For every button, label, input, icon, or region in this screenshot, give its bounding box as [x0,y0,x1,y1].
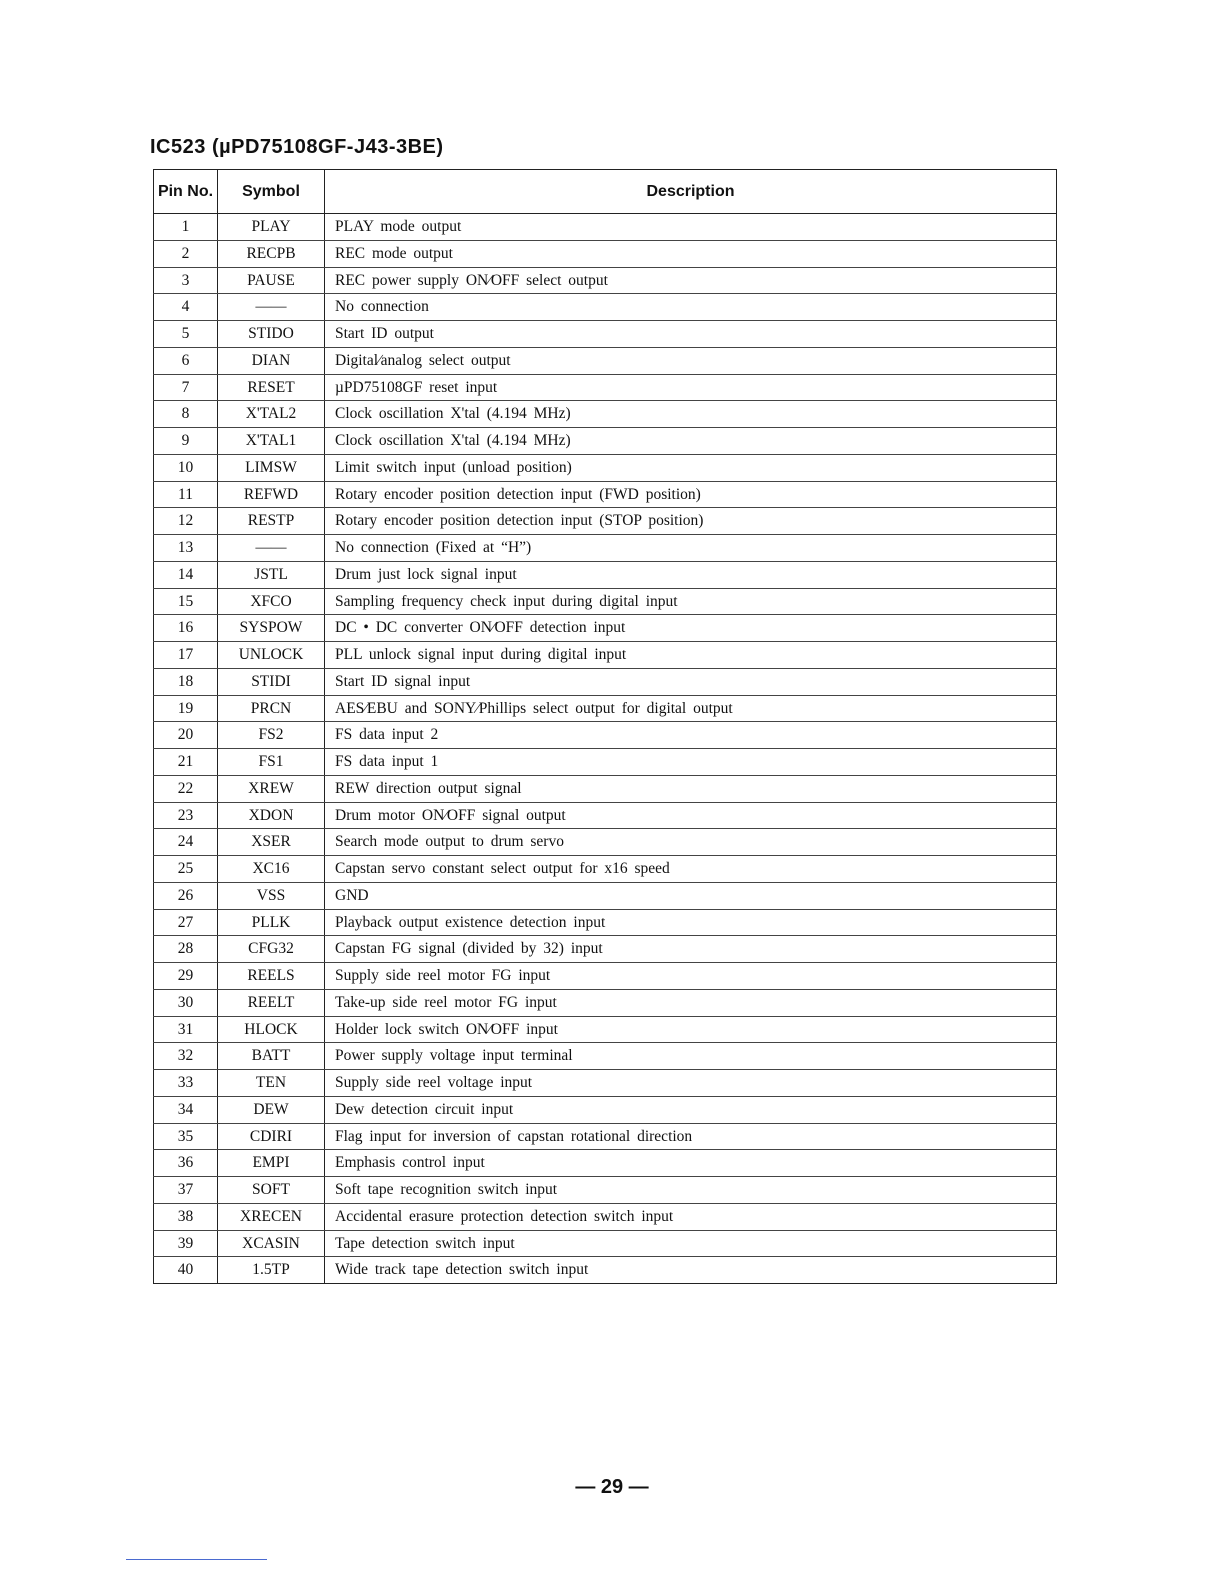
description-cell: Power supply voltage input terminal [325,1043,1057,1070]
description-cell: Limit switch input (unload position) [325,454,1057,481]
table-row [154,856,1057,883]
symbol-cell: PAUSE [218,267,325,294]
symbol-cell: XCASIN [218,1230,325,1257]
symbol-cell: DEW [218,1096,325,1123]
symbol-cell: XRECEN [218,1203,325,1230]
symbol-cell: XC16 [218,856,325,883]
table-row [154,214,1057,241]
description-cell: Drum just lock signal input [325,561,1057,588]
header-row [154,170,1057,214]
pin-number-cell: 4 [154,294,218,321]
pin-number-cell: 35 [154,1123,218,1150]
symbol-cell: FS2 [218,722,325,749]
table-row [154,1096,1057,1123]
description-cell: GND [325,882,1057,909]
symbol-cell: XFCO [218,588,325,615]
table-row [154,722,1057,749]
pin-number-cell: 3 [154,267,218,294]
symbol-cell: STIDO [218,321,325,348]
symbol-cell: HLOCK [218,1016,325,1043]
table-row [154,1070,1057,1097]
symbol-cell: —— [218,535,325,562]
ic-heading [150,136,444,159]
pin-number-cell: 38 [154,1203,218,1230]
symbol-cell: JSTL [218,561,325,588]
pin-number-cell: 7 [154,374,218,401]
table-row [154,882,1057,909]
table-row [154,1230,1057,1257]
pin-number-cell: 40 [154,1257,218,1284]
symbol-cell: DIAN [218,347,325,374]
pin-number-cell: 11 [154,481,218,508]
page-number: — 29 — [575,1476,649,1498]
pin-number-cell: 1 [154,214,218,241]
table-row [154,267,1057,294]
description-cell: No connection (Fixed at “H”) [325,535,1057,562]
table-row [154,668,1057,695]
table-row [154,374,1057,401]
description-cell: DC • DC converter ON∕OFF detection input [325,615,1057,642]
table-row [154,1043,1057,1070]
pin-number-cell: 27 [154,909,218,936]
symbol-cell: XREW [218,775,325,802]
description-cell: REC power supply ON∕OFF select output [325,267,1057,294]
description-cell: FS data input 2 [325,722,1057,749]
table-row [154,963,1057,990]
pin-number-cell: 14 [154,561,218,588]
pin-number-cell: 36 [154,1150,218,1177]
table-row [154,1016,1057,1043]
pin-number-cell: 8 [154,401,218,428]
symbol-cell: PRCN [218,695,325,722]
pin-number-cell: 2 [154,240,218,267]
description-cell: Tape detection switch input [325,1230,1057,1257]
table-row [154,481,1057,508]
symbol-cell: PLLK [218,909,325,936]
symbol-cell: TEN [218,1070,325,1097]
pin-number-cell: 30 [154,989,218,1016]
pin-number-cell: 6 [154,347,218,374]
symbol-cell: LIMSW [218,454,325,481]
symbol-cell: BATT [218,1043,325,1070]
symbol-cell: EMPI [218,1150,325,1177]
description-cell: Rotary encoder position detection input (STOP position) [325,508,1057,535]
table-row [154,802,1057,829]
description-cell: REW direction output signal [325,775,1057,802]
symbol-cell: RECPB [218,240,325,267]
symbol-cell: CDIRI [218,1123,325,1150]
pin-number-cell: 16 [154,615,218,642]
table-row [154,508,1057,535]
symbol-cell: SYSPOW [218,615,325,642]
pin-number-cell: 33 [154,1070,218,1097]
pin-number-cell: 20 [154,722,218,749]
symbol-cell: RESTP [218,508,325,535]
ic-part-number: (µPD75108GF-J43-3BE) [211,136,444,158]
pin-number-cell: 26 [154,882,218,909]
pin-number-cell: 22 [154,775,218,802]
description-cell: No connection [325,294,1057,321]
table-header [154,170,1057,214]
pin-number-cell: 39 [154,1230,218,1257]
description-cell: Drum motor ON∕OFF signal output [325,802,1057,829]
description-cell: Supply side reel voltage input [325,1070,1057,1097]
description-cell: Start ID output [325,321,1057,348]
symbol-cell: VSS [218,882,325,909]
pin-number-cell: 18 [154,668,218,695]
pin-number-cell: 21 [154,749,218,776]
pin-number-cell: 9 [154,428,218,455]
pin-number-cell: 17 [154,642,218,669]
description-cell: Wide track tape detection switch input [325,1257,1057,1284]
description-cell: Start ID signal input [325,668,1057,695]
pin-number-cell: 24 [154,829,218,856]
ic-designator: IC523 [150,136,206,158]
pin-description-table [153,169,1057,1284]
header-pin-no: Pin No. [154,170,218,214]
table-row [154,615,1057,642]
description-cell: Supply side reel motor FG input [325,963,1057,990]
symbol-cell: PLAY [218,214,325,241]
symbol-cell: X'TAL1 [218,428,325,455]
table-row [154,535,1057,562]
symbol-cell: X'TAL2 [218,401,325,428]
description-cell: Clock oscillation X'tal (4.194 MHz) [325,401,1057,428]
description-cell: Flag input for inversion of capstan rotational direction [325,1123,1057,1150]
symbol-cell: CFG32 [218,936,325,963]
pin-number-cell: 15 [154,588,218,615]
description-cell: PLAY mode output [325,214,1057,241]
description-cell: PLL unlock signal input during digital input [325,642,1057,669]
header-symbol: Symbol [218,170,325,214]
table-row [154,989,1057,1016]
footer-rule [126,1559,267,1560]
pin-number-cell: 29 [154,963,218,990]
pin-number-cell: 34 [154,1096,218,1123]
symbol-cell: —— [218,294,325,321]
pin-number-cell: 23 [154,802,218,829]
description-cell: Digital∕analog select output [325,347,1057,374]
table-row [154,454,1057,481]
table-row [154,240,1057,267]
description-cell: Take-up side reel motor FG input [325,989,1057,1016]
symbol-cell: REELT [218,989,325,1016]
description-cell: Accidental erasure protection detection switch input [325,1203,1057,1230]
header-description: Description [325,170,1057,214]
symbol-cell: REELS [218,963,325,990]
symbol-cell: UNLOCK [218,642,325,669]
pin-number-cell: 28 [154,936,218,963]
table-row [154,1123,1057,1150]
pin-number-cell: 31 [154,1016,218,1043]
symbol-cell: RESET [218,374,325,401]
pin-number-cell: 37 [154,1177,218,1204]
table-body [154,214,1057,1284]
table-row [154,749,1057,776]
description-cell: Search mode output to drum servo [325,829,1057,856]
description-cell: Capstan servo constant select output for x16 speed [325,856,1057,883]
description-cell: Holder lock switch ON∕OFF input [325,1016,1057,1043]
description-cell: µPD75108GF reset input [325,374,1057,401]
symbol-cell: FS1 [218,749,325,776]
description-cell: Dew detection circuit input [325,1096,1057,1123]
pin-number-cell: 25 [154,856,218,883]
pin-number-cell: 13 [154,535,218,562]
description-cell: Emphasis control input [325,1150,1057,1177]
table-row [154,401,1057,428]
table-row [154,642,1057,669]
description-cell: Soft tape recognition switch input [325,1177,1057,1204]
description-cell: Capstan FG signal (divided by 32) input [325,936,1057,963]
table-row [154,695,1057,722]
description-cell: REC mode output [325,240,1057,267]
symbol-cell: XSER [218,829,325,856]
description-cell: AES∕EBU and SONY∕Phillips select output for digital output [325,695,1057,722]
table-row [154,294,1057,321]
table-row [154,1177,1057,1204]
symbol-cell: SOFT [218,1177,325,1204]
symbol-cell: XDON [218,802,325,829]
symbol-cell: 1.5TP [218,1257,325,1284]
symbol-cell: REFWD [218,481,325,508]
description-cell: Sampling frequency check input during digital input [325,588,1057,615]
table-row [154,829,1057,856]
table-row [154,909,1057,936]
pin-number-cell: 5 [154,321,218,348]
pin-number-cell: 19 [154,695,218,722]
pin-number-cell: 32 [154,1043,218,1070]
table-row [154,775,1057,802]
table-row [154,561,1057,588]
description-cell: FS data input 1 [325,749,1057,776]
description-cell: Rotary encoder position detection input (FWD position) [325,481,1057,508]
pin-number-cell: 12 [154,508,218,535]
table-row [154,321,1057,348]
description-cell: Playback output existence detection input [325,909,1057,936]
table-row [154,936,1057,963]
table-row [154,1203,1057,1230]
pin-number-cell: 10 [154,454,218,481]
table-row [154,428,1057,455]
table-row [154,588,1057,615]
table-row [154,1257,1057,1284]
description-cell: Clock oscillation X'tal (4.194 MHz) [325,428,1057,455]
symbol-cell: STIDI [218,668,325,695]
table-row [154,347,1057,374]
table-row [154,1150,1057,1177]
